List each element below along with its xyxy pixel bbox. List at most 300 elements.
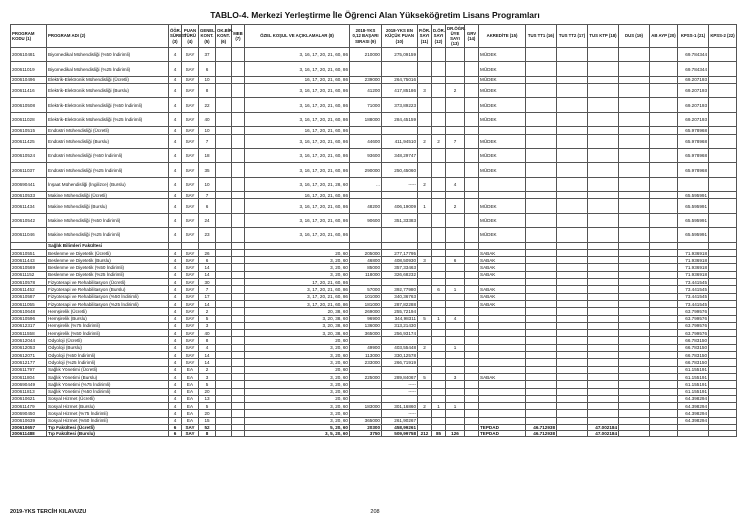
table-cell bbox=[557, 148, 588, 162]
table-cell bbox=[216, 293, 232, 300]
table-cell bbox=[216, 242, 232, 249]
table-cell: 392,77980 bbox=[382, 286, 418, 293]
table-cell: MÜDEK bbox=[479, 48, 526, 62]
table-cell: SABAK bbox=[479, 249, 526, 256]
table-cell: 200610587 bbox=[11, 293, 47, 300]
table-cell bbox=[479, 330, 526, 337]
table-cell: 200610533 bbox=[11, 192, 47, 199]
table-cell bbox=[526, 381, 557, 388]
table-cell bbox=[526, 373, 557, 380]
table-cell: 4 bbox=[169, 163, 182, 177]
table-cell: 47.002184 bbox=[588, 425, 619, 431]
table-cell bbox=[465, 286, 479, 293]
table-cell bbox=[216, 112, 232, 126]
table-cell: 200611558 bbox=[11, 330, 47, 337]
table-cell: SAY bbox=[182, 315, 199, 322]
table-row bbox=[11, 271, 737, 278]
table-cell bbox=[216, 228, 232, 242]
table-cell bbox=[557, 431, 588, 437]
table-cell bbox=[588, 388, 619, 395]
table-cell: 1 bbox=[418, 199, 432, 213]
table-cell bbox=[619, 286, 650, 293]
table-cell bbox=[619, 192, 650, 199]
table-cell: MÜDEK bbox=[479, 148, 526, 162]
table-cell: 16, 17, 20, 21, 60, 86 bbox=[245, 127, 350, 134]
table-row bbox=[11, 249, 737, 256]
table-cell: SAY bbox=[182, 213, 199, 227]
table-cell bbox=[557, 213, 588, 227]
table-cell bbox=[216, 163, 232, 177]
table-cell bbox=[479, 337, 526, 344]
table-cell: 3, 20, 38, 60 bbox=[245, 322, 350, 329]
table-cell bbox=[557, 112, 588, 126]
table-cell bbox=[526, 228, 557, 242]
table-cell bbox=[432, 279, 446, 286]
table-cell bbox=[526, 308, 557, 315]
table-cell bbox=[465, 388, 479, 395]
table-cell bbox=[465, 48, 479, 62]
table-cell bbox=[382, 62, 418, 76]
table-cell bbox=[432, 417, 446, 424]
table-cell bbox=[418, 410, 432, 417]
table-cell bbox=[232, 417, 245, 424]
table-cell: 73.441545 bbox=[678, 300, 709, 307]
table-cell: Hemşirelik (Ücretli) bbox=[47, 308, 169, 315]
table-cell: 3, 20, 38, 60 bbox=[245, 330, 350, 337]
table-cell bbox=[619, 242, 650, 249]
table-cell: 200611416 bbox=[11, 84, 47, 98]
table-cell: 17, 20, 21, 60, 86 bbox=[245, 279, 350, 286]
table-cell bbox=[216, 48, 232, 62]
table-row bbox=[11, 344, 737, 351]
table-cell: 4 bbox=[169, 127, 182, 134]
table-cell: 290000 bbox=[350, 163, 382, 177]
table-cell bbox=[557, 300, 588, 307]
table-cell: 200611443 bbox=[11, 257, 47, 264]
table-cell: 3, 20, 60 bbox=[245, 264, 350, 271]
table-cell: 41200 bbox=[350, 84, 382, 98]
table-cell bbox=[479, 403, 526, 410]
table-cell: 200611028 bbox=[11, 112, 47, 126]
table-cell: Sağlık Yönetimi (%50 İndirimli) bbox=[47, 388, 169, 395]
table-cell: Hemşirelik (%50 İndirimli) bbox=[47, 330, 169, 337]
table-cell bbox=[619, 431, 650, 437]
table-cell: 14 bbox=[199, 271, 216, 278]
table-cell: ----- bbox=[382, 388, 418, 395]
table-cell bbox=[232, 271, 245, 278]
table-cell: 200611434 bbox=[11, 199, 47, 213]
table-cell bbox=[232, 84, 245, 98]
table-cell bbox=[446, 322, 465, 329]
table-cell: Makine Mühendisliği (%50 İndirimli) bbox=[47, 213, 169, 227]
table-cell: Odyoloji (Ücretli) bbox=[47, 337, 169, 344]
table-row bbox=[11, 134, 737, 148]
table-cell: 66.783150 bbox=[678, 344, 709, 351]
table-cell bbox=[216, 322, 232, 329]
table-cell bbox=[709, 337, 737, 344]
table-cell: 10 bbox=[199, 177, 216, 191]
table-cell bbox=[650, 76, 678, 83]
table-cell: Biyomedikal Mühendisliği (%25 İndirimli) bbox=[47, 62, 169, 76]
table-cell bbox=[588, 279, 619, 286]
table-cell: 126 bbox=[446, 431, 465, 437]
table-row bbox=[11, 410, 737, 417]
table-cell bbox=[619, 359, 650, 366]
table-cell bbox=[432, 337, 446, 344]
table-cell: Sosyal Hizmet (Burslu) bbox=[47, 403, 169, 410]
table-row bbox=[11, 381, 737, 388]
table-cell: 5 bbox=[418, 315, 432, 322]
table-cell bbox=[232, 134, 245, 148]
table-cell bbox=[709, 199, 737, 213]
table-cell: SAY bbox=[182, 192, 199, 199]
table-cell bbox=[216, 431, 232, 437]
table-cell: 63.799576 bbox=[678, 308, 709, 315]
table-cell bbox=[526, 249, 557, 256]
table-cell bbox=[418, 388, 432, 395]
table-cell: 256,93174 bbox=[382, 330, 418, 337]
table-cell: 351,33383 bbox=[382, 213, 418, 227]
table-cell bbox=[216, 76, 232, 83]
table-cell: 65.595991 bbox=[678, 213, 709, 227]
table-cell bbox=[432, 293, 446, 300]
table-cell bbox=[216, 344, 232, 351]
table-cell bbox=[216, 352, 232, 359]
table-cell: 136000 bbox=[350, 322, 382, 329]
table-row bbox=[11, 257, 737, 264]
table-cell: 6 bbox=[432, 286, 446, 293]
table-cell bbox=[709, 381, 737, 388]
table-cell: MÜDEK bbox=[479, 112, 526, 126]
table-cell: SAY bbox=[182, 425, 199, 431]
table-cell: 63.799576 bbox=[678, 315, 709, 322]
table-cell bbox=[709, 242, 737, 249]
table-cell: 73.441545 bbox=[678, 293, 709, 300]
table-cell bbox=[418, 249, 432, 256]
table-cell: SAY bbox=[182, 352, 199, 359]
column-header: PROGRAM KODU (1) bbox=[11, 25, 47, 48]
table-cell bbox=[650, 395, 678, 402]
table-cell: 65.978968 bbox=[678, 134, 709, 148]
table-cell: 66.783150 bbox=[678, 359, 709, 366]
table-cell: SABAK bbox=[479, 300, 526, 307]
table-row bbox=[11, 293, 737, 300]
table-cell bbox=[446, 127, 465, 134]
table-cell bbox=[588, 344, 619, 351]
table-cell: 6 bbox=[199, 199, 216, 213]
table-cell bbox=[465, 264, 479, 271]
table-cell: SAY bbox=[182, 431, 199, 437]
table-cell bbox=[479, 127, 526, 134]
table-cell: 3 bbox=[199, 373, 216, 380]
column-header: OK.BİR. KONT. (6) bbox=[216, 25, 232, 48]
table-cell: 4 bbox=[169, 192, 182, 199]
table-cell bbox=[432, 228, 446, 242]
table-cell: SAY bbox=[182, 62, 199, 76]
table-cell bbox=[526, 177, 557, 191]
table-cell bbox=[650, 359, 678, 366]
table-row bbox=[11, 373, 737, 380]
table-cell bbox=[446, 388, 465, 395]
table-cell: 239000 bbox=[350, 76, 382, 83]
table-cell bbox=[350, 279, 382, 286]
table-cell bbox=[678, 431, 709, 437]
table-cell: Elektrik-Elektronik Mühendisliği (%50 İndirimli) bbox=[47, 98, 169, 112]
table-cell bbox=[216, 381, 232, 388]
table-cell bbox=[350, 366, 382, 373]
table-cell: 3, 20, 60 bbox=[245, 344, 350, 351]
table-cell bbox=[709, 213, 737, 227]
table-cell bbox=[619, 322, 650, 329]
table-cell: 200611452 bbox=[11, 286, 47, 293]
table-cell bbox=[418, 293, 432, 300]
table-cell bbox=[216, 403, 232, 410]
table-cell: 64.398294 bbox=[678, 395, 709, 402]
table-cell: Fizyoterapi ve Rehabilitasyon (%25 İndirimli) bbox=[47, 300, 169, 307]
table-cell: 200610639 bbox=[11, 417, 47, 424]
table-cell bbox=[432, 148, 446, 162]
table-cell bbox=[418, 76, 432, 83]
table-cell bbox=[709, 62, 737, 76]
table-cell bbox=[232, 163, 245, 177]
table-cell: 200690449 bbox=[11, 381, 47, 388]
column-header: PUAN TÜRÜ (4) bbox=[182, 25, 199, 48]
table-cell bbox=[619, 264, 650, 271]
table-cell bbox=[432, 308, 446, 315]
table-cell: İnşaat Mühendisliği (İngilizce) (Burslu) bbox=[47, 177, 169, 191]
table-cell bbox=[432, 344, 446, 351]
table-cell bbox=[588, 98, 619, 112]
table-cell bbox=[557, 249, 588, 256]
table-cell bbox=[232, 257, 245, 264]
table-cell: 69.207193 bbox=[678, 98, 709, 112]
table-cell: 47.002184 bbox=[588, 431, 619, 437]
table-cell: 48200 bbox=[350, 199, 382, 213]
table-cell bbox=[557, 286, 588, 293]
table-cell bbox=[557, 381, 588, 388]
table-cell bbox=[709, 410, 737, 417]
table-cell bbox=[526, 359, 557, 366]
table-cell: 188000 bbox=[350, 112, 382, 126]
table-cell: 20, 38, 60 bbox=[245, 308, 350, 315]
table-cell bbox=[709, 395, 737, 402]
table-cell: 20, 60 bbox=[245, 337, 350, 344]
table-cell: 200612317 bbox=[11, 322, 47, 329]
table-cell: 3, 20, 60 bbox=[245, 381, 350, 388]
table-cell bbox=[619, 62, 650, 76]
table-cell: 4 bbox=[169, 330, 182, 337]
table-cell bbox=[650, 177, 678, 191]
table-cell: 269000 bbox=[350, 308, 382, 315]
table-cell: 417,85186 bbox=[382, 84, 418, 98]
table-cell bbox=[418, 62, 432, 76]
table-cell: 6 bbox=[199, 62, 216, 76]
table-cell bbox=[216, 98, 232, 112]
table-cell bbox=[709, 431, 737, 437]
table-cell: 90600 bbox=[350, 213, 382, 227]
table-cell: 200610578 bbox=[11, 279, 47, 286]
table-cell bbox=[446, 112, 465, 126]
table-cell: 40 bbox=[199, 330, 216, 337]
table-cell: 14 bbox=[199, 264, 216, 271]
table-cell: 287,82288 bbox=[382, 300, 418, 307]
table-cell bbox=[446, 410, 465, 417]
table-cell: 4 bbox=[169, 112, 182, 126]
table-cell: 200611152 bbox=[11, 271, 47, 278]
table-cell bbox=[619, 148, 650, 162]
table-header-row bbox=[11, 25, 737, 48]
table-cell bbox=[232, 48, 245, 62]
table-cell: 20 bbox=[199, 410, 216, 417]
table-cell bbox=[432, 199, 446, 213]
table-cell: Hemşirelik (%75 İndirimli) bbox=[47, 322, 169, 329]
table-cell: 2 bbox=[446, 84, 465, 98]
table-cell bbox=[216, 373, 232, 380]
table-cell: 85 bbox=[432, 431, 446, 437]
table-cell bbox=[382, 337, 418, 344]
table-cell bbox=[232, 410, 245, 417]
table-cell bbox=[465, 148, 479, 162]
table-cell: Beslenme ve Diyetetik (%25 İndirimli) bbox=[47, 271, 169, 278]
table-cell bbox=[479, 192, 526, 199]
table-cell: ... bbox=[350, 177, 382, 191]
table-cell bbox=[350, 410, 382, 417]
table-cell: 4 bbox=[169, 271, 182, 278]
table-cell bbox=[650, 271, 678, 278]
table-cell bbox=[650, 48, 678, 62]
table-cell bbox=[232, 308, 245, 315]
table-cell bbox=[232, 300, 245, 307]
table-cell bbox=[650, 344, 678, 351]
table-cell bbox=[526, 388, 557, 395]
table-cell: 10 bbox=[199, 127, 216, 134]
table-cell bbox=[418, 308, 432, 315]
table-cell bbox=[432, 264, 446, 271]
table-cell: 3, 16, 17, 20, 21, 60, 86 bbox=[245, 199, 350, 213]
table-cell bbox=[216, 286, 232, 293]
table-cell bbox=[232, 344, 245, 351]
table-cell bbox=[432, 62, 446, 76]
table-cell: 200610515 bbox=[11, 127, 47, 134]
table-cell: 16, 17, 20, 21, 60, 86 bbox=[245, 192, 350, 199]
table-row bbox=[11, 366, 737, 373]
table-cell bbox=[465, 249, 479, 256]
table-cell: 37 bbox=[199, 48, 216, 62]
table-cell bbox=[619, 112, 650, 126]
table-cell bbox=[619, 249, 650, 256]
table-cell: 200611479 bbox=[11, 403, 47, 410]
table-cell: 200610496 bbox=[11, 76, 47, 83]
table-cell bbox=[650, 300, 678, 307]
table-cell bbox=[650, 192, 678, 199]
table-row bbox=[11, 322, 737, 329]
table-cell bbox=[216, 395, 232, 402]
table-cell bbox=[418, 330, 432, 337]
table-cell: 3 bbox=[418, 84, 432, 98]
table-cell bbox=[232, 352, 245, 359]
table-cell bbox=[382, 228, 418, 242]
table-cell bbox=[432, 213, 446, 227]
table-cell bbox=[216, 366, 232, 373]
table-cell bbox=[709, 373, 737, 380]
table-cell: 23 bbox=[199, 228, 216, 242]
table-cell: MÜDEK bbox=[479, 199, 526, 213]
table-cell bbox=[650, 366, 678, 373]
table-cell bbox=[418, 264, 432, 271]
table-cell bbox=[418, 148, 432, 162]
table-cell bbox=[418, 242, 432, 249]
table-cell: 4 bbox=[169, 199, 182, 213]
table-body bbox=[11, 48, 737, 437]
table-cell bbox=[232, 98, 245, 112]
table-cell bbox=[526, 48, 557, 62]
table-cell bbox=[465, 381, 479, 388]
table-cell: 118000 bbox=[350, 271, 382, 278]
table-cell bbox=[232, 395, 245, 402]
table-cell bbox=[557, 330, 588, 337]
table-row bbox=[11, 228, 737, 242]
table-cell: Beslenme ve Diyetetik (Burslu) bbox=[47, 257, 169, 264]
table-cell bbox=[650, 322, 678, 329]
table-cell: 96900 bbox=[350, 315, 382, 322]
table-cell bbox=[588, 213, 619, 227]
table-cell: 4 bbox=[169, 286, 182, 293]
table-cell: Fizyoterapi ve Rehabilitasyon (Burslu) bbox=[47, 286, 169, 293]
table-cell: SAY bbox=[182, 163, 199, 177]
table-cell: 7 bbox=[199, 286, 216, 293]
table-cell bbox=[588, 293, 619, 300]
table-cell bbox=[619, 134, 650, 148]
table-cell: 3, 20, 60 bbox=[245, 410, 350, 417]
table-cell bbox=[557, 242, 588, 249]
table-cell bbox=[350, 62, 382, 76]
table-cell: 64.398294 bbox=[678, 403, 709, 410]
table-cell bbox=[465, 395, 479, 402]
table-cell: 4 bbox=[169, 315, 182, 322]
table-cell: MÜDEK bbox=[479, 62, 526, 76]
table-cell: 181000 bbox=[350, 300, 382, 307]
table-cell bbox=[526, 257, 557, 264]
table-cell bbox=[465, 163, 479, 177]
table-cell: SAY bbox=[182, 300, 199, 307]
table-cell: 20 bbox=[199, 388, 216, 395]
table-cell: 4 bbox=[169, 48, 182, 62]
table-cell bbox=[588, 300, 619, 307]
table-cell bbox=[650, 134, 678, 148]
table-cell: 64.398294 bbox=[678, 417, 709, 424]
table-cell bbox=[619, 337, 650, 344]
table-cell bbox=[557, 98, 588, 112]
table-cell: 6 bbox=[169, 425, 182, 431]
table-cell bbox=[588, 134, 619, 148]
table-cell: MÜDEK bbox=[479, 84, 526, 98]
table-cell bbox=[650, 308, 678, 315]
table-cell bbox=[526, 279, 557, 286]
table-cell: 7 bbox=[199, 192, 216, 199]
table-row bbox=[11, 315, 737, 322]
table-cell bbox=[418, 417, 432, 424]
table-cell: 408,50930 bbox=[382, 257, 418, 264]
table-row bbox=[11, 76, 737, 83]
table-cell: 71.936918 bbox=[678, 271, 709, 278]
table-cell: 18 bbox=[199, 148, 216, 162]
table-cell bbox=[557, 417, 588, 424]
table-cell bbox=[465, 337, 479, 344]
table-cell bbox=[350, 388, 382, 395]
table-cell bbox=[678, 242, 709, 249]
table-cell bbox=[446, 62, 465, 76]
table-cell bbox=[557, 359, 588, 366]
